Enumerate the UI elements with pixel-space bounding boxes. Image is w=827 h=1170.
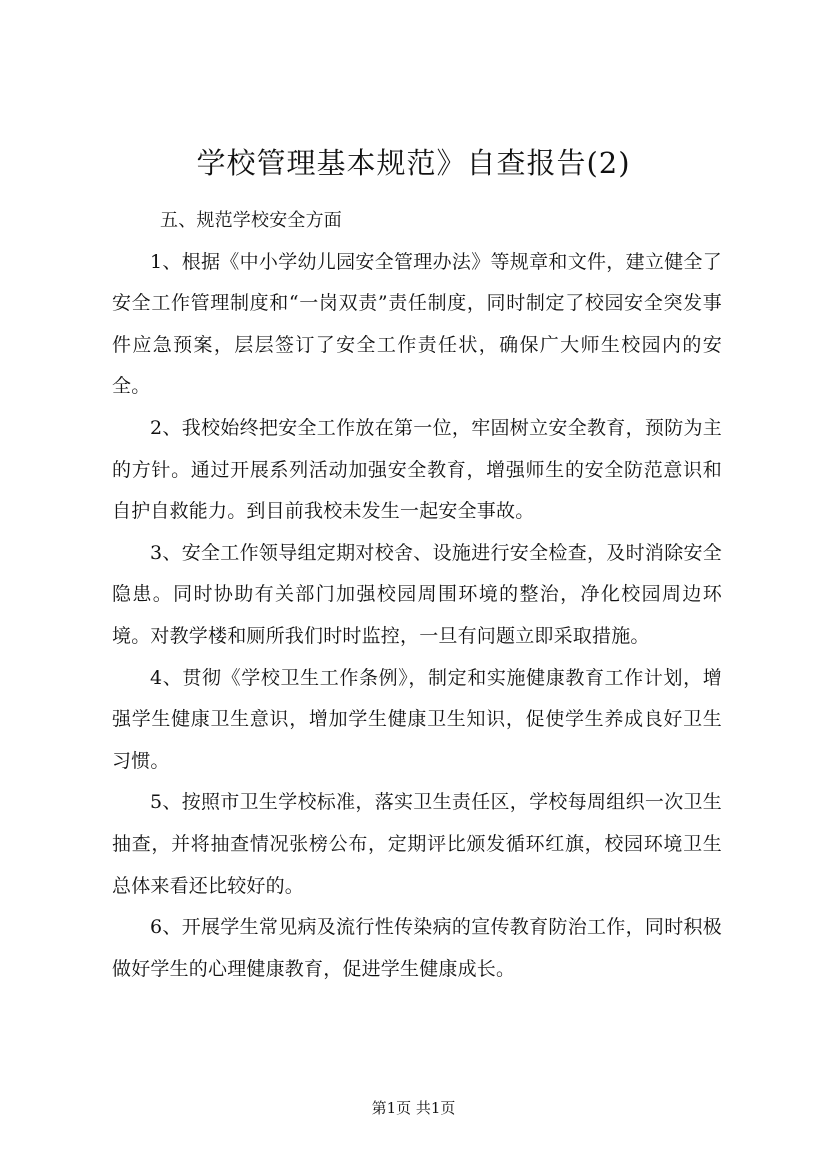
page-footer: 第1页 共1页 — [371, 1099, 456, 1117]
document-body — [112, 200, 722, 990]
paragraph-4: 4、贯彻《学校卫生工作条例》，制定和实施健康教育工作计划，增强学生健康卫生意识，增加学生健康卫生知识，促使学生养成良好卫生习惯。 — [112, 666, 722, 772]
document-title: 学校管理基本规范》自查报告(2) — [196, 146, 631, 180]
section-heading: 五、规范学校安全方面 — [160, 210, 342, 231]
paragraph-6: 6、开展学生常见病及流行性传染病的宣传教育防治工作，同时积极做好学生的心理健康教育，促进学生健康成长。 — [112, 916, 722, 980]
paragraph-1: 1、根据《中小学幼儿园安全管理办法》等规章和文件，建立健全了安全工作管理制度和“一岗双责”责任制度，同时制定了校园安全突发事件应急预案，层层签订了安全工作责任状，确保广大师生校园内的安全。 — [112, 250, 722, 398]
paragraph-2: 2、我校始终把安全工作放在第一位，牢固树立安全教育，预防为主的方针。通过开展系列活动加强安全教育，增强师生的安全防范意识和自护自救能力。到目前我校未发生一起安全事故。 — [112, 416, 722, 523]
paragraph-5: 5、按照市卫生学校标准，落实卫生责任区，学校每周组织一次卫生抽查，并将抽查情况张榜公布，定期评比颁发循环红旗，校园环境卫生总体来看还比较好的。 — [112, 791, 722, 897]
paragraph-3: 3、安全工作领导组定期对校舍、设施进行安全检查，及时消除安全隐患。同时协助有关部门加强校园周围环境的整治，净化校园周边环境。对教学楼和厕所我们时时监控，一旦有问题立即采取措施。 — [112, 541, 722, 647]
